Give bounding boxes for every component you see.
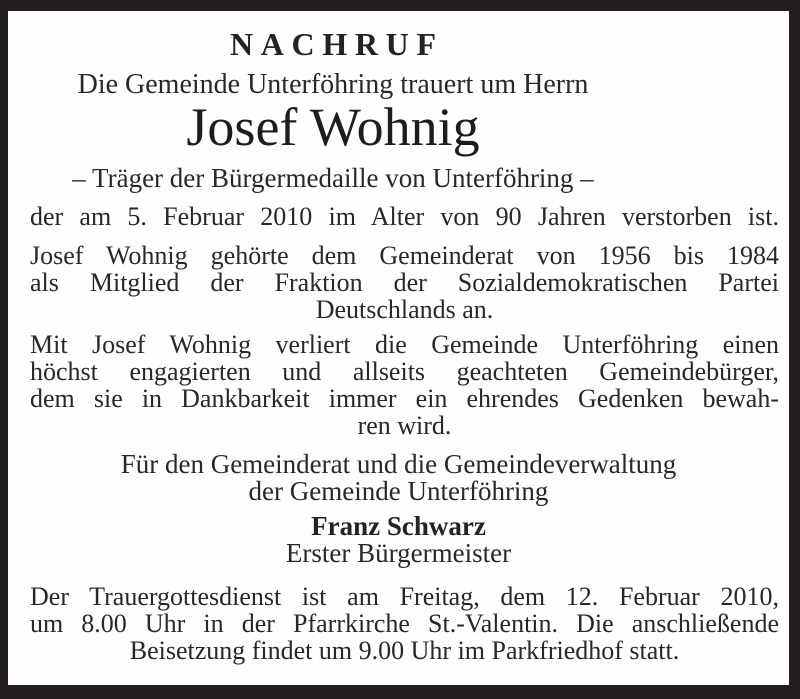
intro-line: Die Gemeinde Unterföhring trauert um Herrn	[77, 69, 589, 100]
death-date-paragraph	[30, 203, 779, 230]
tribute-line-4: ren wird.	[357, 411, 452, 440]
council-line-2: als Mitglied der Fraktion der Sozialdemokratischen Partei	[30, 268, 779, 297]
signoff-block	[8, 451, 789, 567]
tribute-line-1: Mit Josef Wohnig verliert die Gemeinde Unterföhring einen	[30, 330, 779, 359]
council-paragraph	[30, 242, 779, 323]
tribute-line-3: dem sie in Dankbarkeit immer ein ehrendes Gedenken bewah-	[30, 384, 779, 413]
headline-block	[8, 25, 658, 193]
council-line-1: Josef Wohnig gehörte dem Gemeinderat von 1956 bis 1984	[30, 241, 779, 270]
signoff-line-1: Für den Gemeinderat und die Gemeindeverwaltung	[120, 449, 677, 479]
service-line-2: um 8.00 Uhr in der Pfarrkirche St.-Valentin. Die anschließende	[30, 609, 779, 638]
tribute-paragraph	[30, 331, 779, 439]
notice-body	[30, 203, 779, 439]
council-line-3: Deutschlands an.	[315, 295, 494, 324]
service-line-1: Der Trauergottesdienst ist am Freitag, dem 12. Februar 2010,	[30, 582, 779, 611]
notice-title: NACHRUF	[229, 26, 444, 62]
signature-name: Franz Schwarz	[311, 511, 486, 541]
signoff-line-2: der Gemeinde Unterföhring	[248, 476, 549, 506]
obituary-notice-card	[8, 11, 789, 685]
death-date-line: der am 5. Februar 2010 im Alter von 90 Jahren verstorben ist.	[30, 202, 779, 231]
signature-role: Erster Bürgermeister	[285, 538, 512, 568]
service-line-3: Beisetzung findet um 9.00 Uhr im Parkfriedhof statt.	[129, 636, 680, 665]
deceased-name: Josef Wohnig	[186, 97, 480, 157]
service-paragraph	[30, 583, 779, 664]
tribute-line-2: höchst engagierten und allseits geachteten Gemeindebürger,	[30, 357, 779, 386]
honor-line: – Träger der Bürgermedaille von Unterföhring –	[72, 163, 594, 193]
